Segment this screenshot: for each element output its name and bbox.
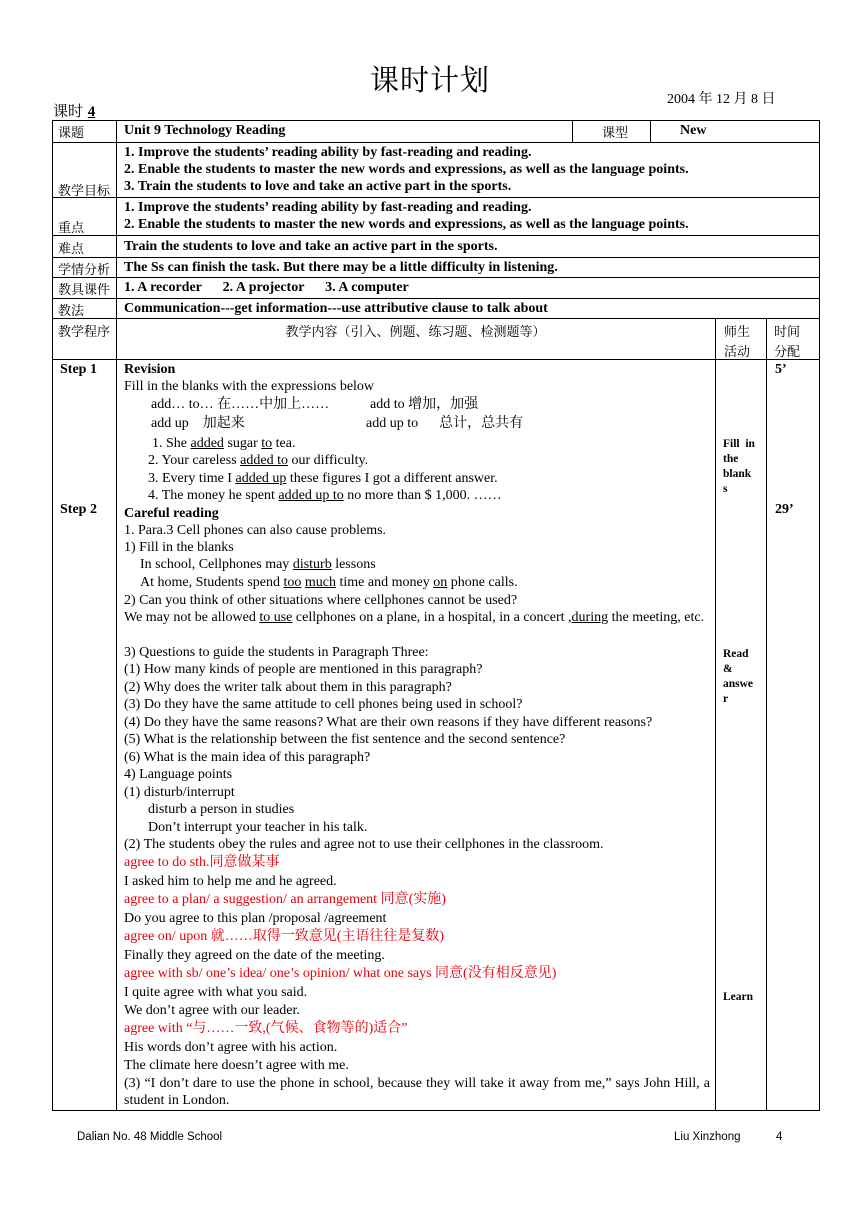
activity-read-3: answe — [723, 678, 754, 690]
expression-2a: add up 加起来 — [151, 416, 245, 431]
type-label: 课型 — [602, 126, 629, 141]
activity-read-1: Read — [723, 648, 749, 660]
agree-usage-3: agree on/ upon 就……取得一致意见(主语往往是复数) — [124, 929, 445, 944]
activity-label-1: 师生 — [724, 325, 751, 340]
time-label-2: 分配 — [774, 345, 801, 360]
sentence-1: 1. She added sugar to tea. — [152, 436, 296, 451]
agree-example-5a: His words don’t agree with his action. — [124, 1040, 338, 1055]
agree-example-2: Do you agree to this plan /proposal /agreement — [124, 911, 387, 926]
agree-example-5b: The climate here doesn’t agree with me. — [124, 1058, 349, 1073]
agree-example-4a: I quite agree with what you said. — [124, 985, 308, 1000]
guide-question: (5) What is the relationship between the fist sentence and the second sentence? — [124, 732, 566, 747]
guide-question: (4) Do they have the same reasons? What are their own reasons if they have different reasons? — [124, 715, 653, 730]
procedure-label: 教学程序 — [58, 325, 111, 340]
aids-label: 教具课件 — [58, 283, 111, 298]
footer-author: Liu Xinzhong — [674, 1131, 741, 1143]
time-step-2: 29’ — [775, 502, 794, 517]
difficult-value: Train the students to love and take an active part in the sports. — [124, 239, 498, 254]
language-points-heading: 4) Language points — [124, 767, 233, 782]
method-value: Communication---get information---use attributive clause to talk about — [124, 301, 548, 316]
agree-example-1: I asked him to help me and he agreed. — [124, 874, 337, 889]
guide-question: (1) How many kinds of people are mentioned in this paragraph? — [124, 662, 483, 677]
aim-3: 3. Train the students to love and take an active part in the sports. — [124, 179, 512, 194]
aims-label: 教学目标 — [58, 184, 111, 199]
step-2: Step 2 — [60, 502, 97, 517]
question-situations: 2) Can you think of other situations where cellphones cannot be used? — [124, 593, 518, 608]
lesson-value: 4 — [87, 104, 96, 120]
method-label: 教法 — [58, 304, 85, 319]
aim-1: 1. Improve the students’ reading ability by fast-reading and reading. — [124, 145, 532, 160]
agree-usage-1: agree to do sth.同意做某事 — [124, 855, 280, 870]
activity-read-2: & — [723, 663, 733, 675]
aids-value: 1. A recorder 2. A projector 3. A computer — [124, 280, 409, 295]
quote-paragraph: (3) “I don’t dare to use the phone in school, because they will take it away from me,” says John Hill, a student in London. — [124, 1076, 710, 1108]
guide-question: (2) Why does the writer talk about them in this paragraph? — [124, 680, 452, 695]
activity-read-4: r — [723, 693, 729, 705]
activity-fill-4: s — [723, 483, 728, 495]
footer-page-number: 4 — [776, 1131, 783, 1143]
guide-question: (6) What is the main idea of this paragraph? — [124, 750, 371, 765]
agree-usage-5: agree with “与……一致,(气候、食物等的)适合” — [124, 1021, 408, 1036]
time-label-1: 时间 — [774, 325, 801, 340]
home-line: At home, Students spend too much time and money on phone calls. — [140, 575, 518, 590]
allowed-paragraph: We may not be allowed to use cellphones on a plane, in a hospital, in a concert ,during the meeting, etc. — [124, 610, 705, 625]
activity-fill-2: the — [723, 453, 739, 465]
content-label: 教学内容（引入、例题、练习题、检测题等） — [285, 325, 546, 340]
analysis-label: 学情分析 — [58, 263, 111, 278]
activity-fill-3: blank — [723, 468, 752, 480]
language-point-1: (1) disturb/interrupt — [124, 785, 235, 800]
date: 2004 年 12 月 8 日 — [667, 92, 776, 107]
activity-learn: Learn — [723, 991, 754, 1003]
difficult-label: 难点 — [58, 242, 85, 257]
expression-1a: add… to… 在……中加上…… — [151, 397, 330, 412]
activity-label-2: 活动 — [724, 345, 751, 360]
sentence-4: 4. The money he spent added up to no more than $ 1,000. …… — [148, 488, 502, 503]
guide-questions-heading: 3) Questions to guide the students in Paragraph Three: — [124, 645, 429, 660]
careful-reading-heading: Careful reading — [124, 506, 219, 521]
step-1: Step 1 — [60, 362, 97, 377]
topic-label: 课题 — [58, 126, 85, 141]
lesson-label: 课时 — [53, 102, 84, 120]
topic-value: Unit 9 Technology Reading — [124, 123, 286, 138]
footer-school: Dalian No. 48 Middle School — [77, 1131, 223, 1143]
revision-heading: Revision — [124, 362, 176, 377]
fill-instruction: Fill in the blanks with the expressions below — [124, 379, 375, 394]
lesson-number — [53, 100, 95, 121]
para3-line: 1. Para.3 Cell phones can also cause problems. — [124, 523, 387, 538]
expression-2b: add up to 总计，总共有 — [366, 416, 524, 431]
sentence-2: 2. Your careless added to our difficulty. — [148, 453, 369, 468]
agree-example-3: Finally they agreed on the date of the meeting. — [124, 948, 385, 963]
time-step-1: 5’ — [775, 362, 787, 377]
key-label: 重点 — [58, 221, 85, 236]
expression-1b: add to 增加，加强 — [370, 397, 479, 412]
question-fill: 1) Fill in the blanks — [124, 540, 234, 555]
agree-usage-2: agree to a plan/ a suggestion/ an arrangement 同意(实施) — [124, 892, 446, 907]
guide-question: (3) Do they have the same attitude to cell phones being used in school? — [124, 697, 523, 712]
analysis-value: The Ss can finish the task. But there may be a little difficulty in listening. — [124, 260, 558, 275]
school-line: In school, Cellphones may disturb lessons — [140, 557, 376, 572]
sentence-3: 3. Every time I added up these figures I got a different answer. — [148, 471, 498, 486]
type-value: New — [680, 123, 707, 138]
activity-fill-1: Fill in — [723, 438, 755, 450]
page-title: 课时计划 — [369, 63, 490, 97]
aim-2: 2. Enable the students to master the new words and expressions, as well as the language points. — [124, 162, 689, 177]
key-1: 1. Improve the students’ reading ability by fast-reading and reading. — [124, 200, 532, 215]
agree-example-4b: We don’t agree with our leader. — [124, 1003, 300, 1018]
agree-usage-4: agree with sb/ one’s idea/ one’s opinion/ what one says 同意(没有相反意见) — [124, 966, 557, 981]
language-point-2: (2) The students obey the rules and agree not to use their cellphones in the classroom. — [124, 837, 604, 852]
language-point-1a: disturb a person in studies — [148, 802, 295, 817]
language-point-1b: Don’t interrupt your teacher in his talk. — [148, 820, 368, 835]
key-2: 2. Enable the students to master the new words and expressions, as well as the language points. — [124, 217, 689, 232]
